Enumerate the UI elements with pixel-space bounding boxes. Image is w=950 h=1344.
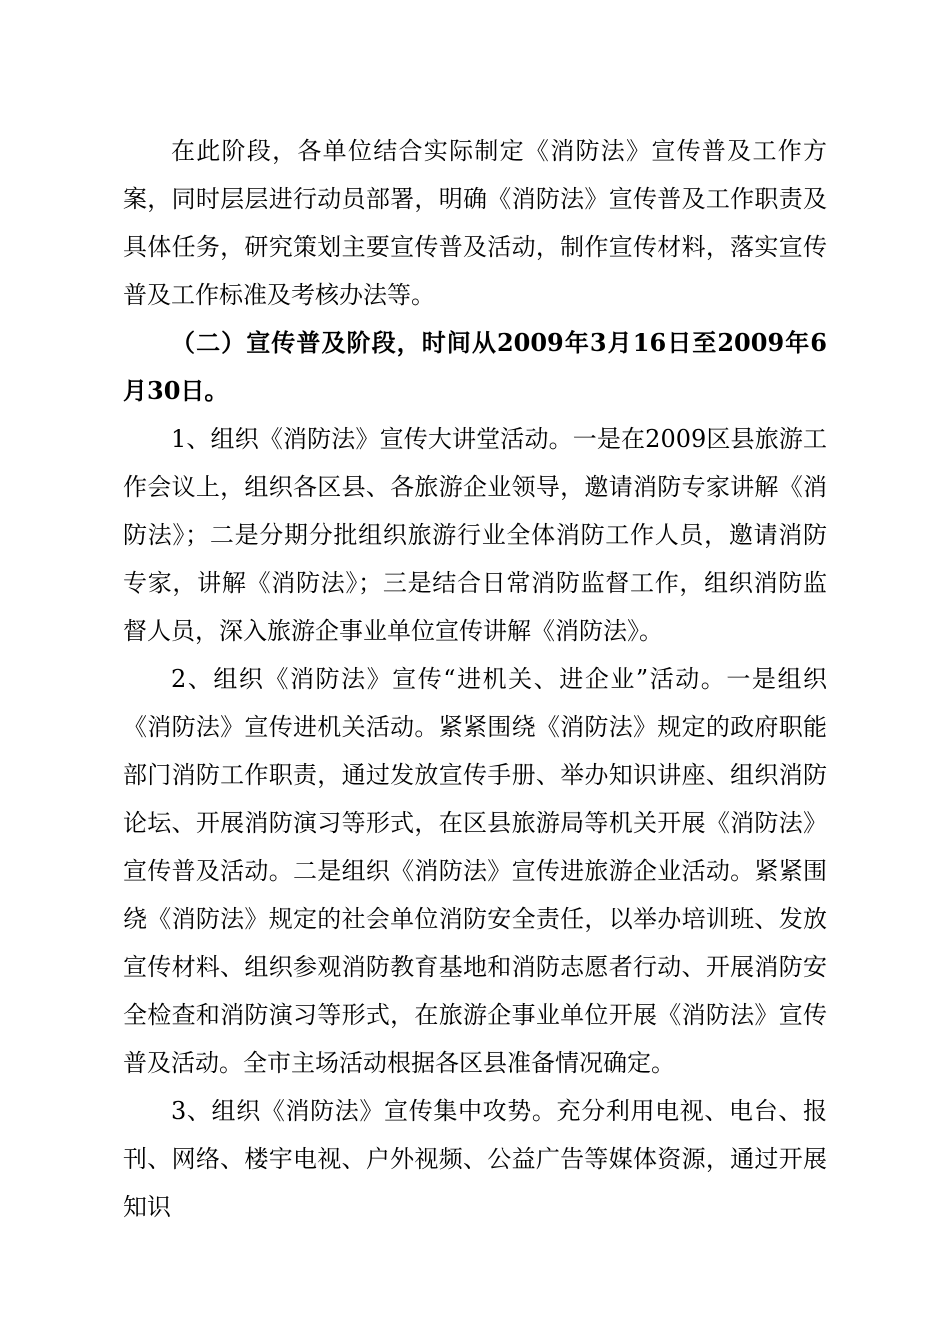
paragraph-media-campaign: 3、组织《消防法》宣传集中攻势。充分利用电视、电台、报刊、网络、楼宇电视、户外视频、公益广告等媒体资源，通过开展知识 — [123, 1097, 827, 1221]
paragraph-enter-agencies-enterprises: 2、组织《消防法》宣传“进机关、进企业”活动。一是组织《消防法》宣传进机关活动。紧紧围绕《消防法》规定的政府职能部门消防工作职责，通过发放宣传手册、举办知识讲座、组织消防论坛、开展消防演习等形式，在区县旅游局等机关开展《消防法》宣传普及活动。二是组织《消防法》宣传进旅游企业活动。紧紧围绕《消防法》规定的社会单位消防安全责任，以举办培训班、发放宣传材料、组织参观消防教育基地和消防志愿者行动、开展消防安全检查和消防演习等形式，在旅游企事业单位开展《消防法》宣传普及活动。全市主场活动根据各区县准备情况确定。 — [123, 665, 827, 1077]
document-page — [123, 127, 827, 1231]
paragraph-lecture-activity: 1、组织《消防法》宣传大讲堂活动。一是在2009区县旅游工作会议上，组织各区县、各旅游企业领导，邀请消防专家讲解《消防法》；二是分期分批组织旅游行业全体消防工作人员，邀请消防专家，讲解《消防法》；三是结合日常消防监督工作，组织消防监督人员，深入旅游企事业单位宣传讲解《消防法》。 — [123, 425, 827, 645]
section-heading-publicity-stage: （二）宣传普及阶段，时间从2009年3月16日至2009年6月30日。 — [123, 328, 827, 405]
paragraph-preparation-stage: 在此阶段，各单位结合实际制定《消防法》宣传普及工作方案，同时层层进行动员部署，明确《消防法》宣传普及工作职责及具体任务，研究策划主要宣传普及活动，制作宣传材料，落实宣传普及工作标准及考核办法等。 — [123, 137, 827, 309]
